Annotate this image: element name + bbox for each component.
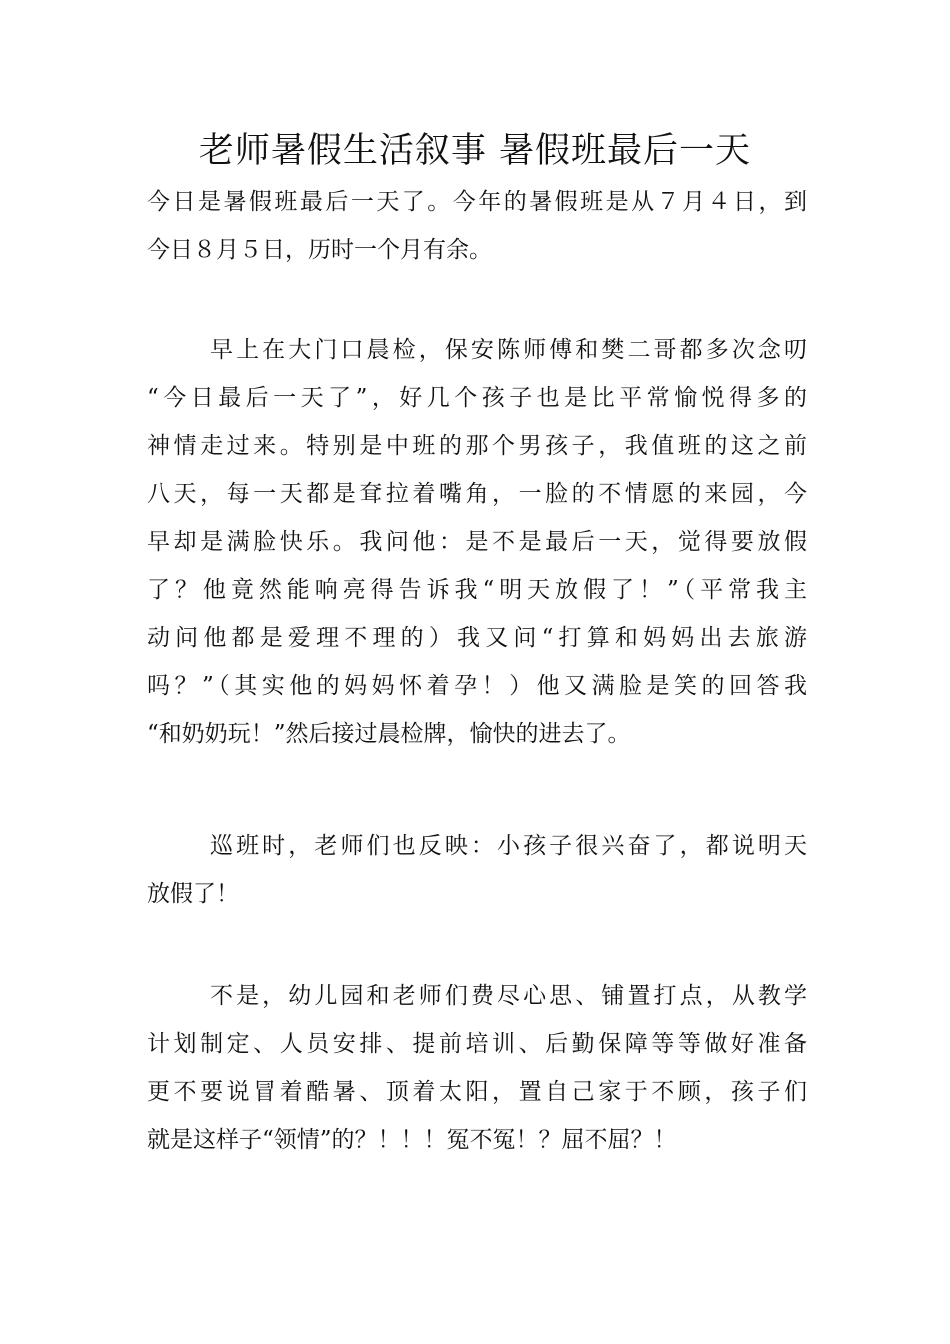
paragraph-line: 早却是满脸快乐。我问他：是不是最后一天，觉得要放假: [147, 529, 807, 555]
paragraph-line: 巡班时，老师们也反映：小孩子很兴奋了，都说明天: [210, 833, 807, 859]
paragraph-line: 放假了！: [147, 881, 239, 907]
paragraph-line: 更不要说冒着酷暑、顶着太阳，置自己家于不顾，孩子们: [147, 1079, 807, 1105]
paragraph-line: “今日最后一天了”，好几个孩子也是比平常愉悦得多的: [147, 385, 807, 411]
paragraph-line: 就是这样子“领情”的？！！！冤不冤！？屈不屈？！: [147, 1127, 677, 1153]
paragraph-line: 早上在大门口晨检，保安陈师傅和樊二哥都多次念叨: [210, 337, 807, 363]
paragraph-line: 神情走过来。特别是中班的那个男孩子，我值班的这之前: [147, 433, 807, 459]
paragraph-line: 计划制定、人员安排、提前培训、后勤保障等等做好准备: [147, 1031, 807, 1057]
paragraph-line: 不是，幼儿园和老师们费尽心思、铺置打点，从教学: [210, 983, 807, 1009]
paragraph-4: [147, 972, 807, 1164]
paragraph-line: 今日８月５日，历时一个月有余。: [147, 237, 492, 263]
paragraph-line: 动问他都是爱理不理的）我又问“打算和妈妈出去旅游: [147, 625, 807, 651]
paragraph-3: [147, 822, 807, 918]
paragraph-line: 今日是暑假班最后一天了。今年的暑假班是从７月４日，到: [147, 189, 807, 215]
paragraph-line: 了？他竟然能响亮得告诉我“明天放假了！”（平常我主: [147, 577, 807, 603]
document-title: 老师暑假生活叙事 暑假班最后一天: [198, 131, 752, 171]
paragraph-line: “和奶奶玩！”然后接过晨检牌，愉快的进去了。: [147, 721, 631, 747]
paragraph-2: [147, 326, 807, 758]
paragraph-line: 八天，每一天都是耷拉着嘴角，一脸的不情愿的来园，今: [147, 481, 807, 507]
paragraph-1: [147, 178, 807, 274]
paragraph-line: 吗？”（其实他的妈妈怀着孕！）他又满脸是笑的回答我: [147, 673, 807, 699]
